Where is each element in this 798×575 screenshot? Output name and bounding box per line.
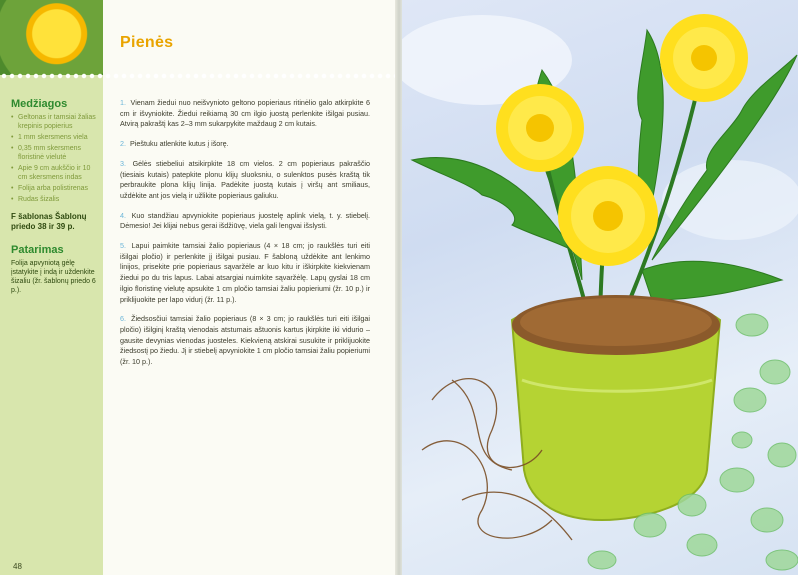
page-number: 48 [13, 562, 22, 571]
material-item: • 1 mm skersmens viela [11, 133, 99, 142]
step-6: 6. Žiedsosčiui tamsiai žalio popieriaus (8 × 3 cm; jo raukšlės turi eiti išilgai pločio) išilginį kraštą vienodais atstumais aštuonis kartus įkirpkite iki vidurio – gausite devynias vienodas juosteles. Kiekvieną atskirai susukite ir priklijuokite žiedsostį po žiedu. Jį ir stiebelį apvyniokite 1 cm pločio tamsiai žaliu popieriumi (žr. 10 p.). [120, 314, 370, 367]
perforated-divider [0, 72, 400, 80]
material-item: • Apie 9 cm aukščio ir 10 cm skersmens indas [11, 164, 99, 182]
pattern-reference: F šablonas Šablonų priedo 38 ir 39 p. [11, 212, 87, 231]
materials-list [11, 113, 99, 204]
dandelion-illustration [402, 0, 798, 575]
tips-text: Folija apvyniotą gėlę įstatykite į indą ir uždenkite šizaliu (žr. šablonų priedo 6 p.). [11, 260, 96, 294]
material-item: • 0,35 mm skersmens floristinė vielutė [11, 144, 99, 162]
material-item: • Rudas šizalis [11, 195, 99, 204]
step-5: 5. Lapui paimkite tamsiai žalio popieriaus (4 × 18 cm; jo raukšlės turi eiti išilgai pločio) ir perlenkite jį išilgai pusiau. F šabloną uždėkite ant lenkimo linijos, prisekite prie popieriaus sąvaržėle ar kuo kitu ir iškirpkite kiekvienam žiedui po du tris lapus. Labai atsargiai nuimkite sąvaržėlę. Lapų gyslai 18 cm ilgio floristinę vielutę apsukite 1 cm pločio tamsiai žaliu popieriumi (žr. 10 p.) ir priklijuokite per lapo vidurį (žr. 11 p.). [120, 241, 370, 304]
tips-heading: Patarimas [11, 244, 64, 256]
sidebar [0, 0, 103, 575]
materials-heading: Medžiagos [11, 98, 68, 110]
material-item: • Folija arba polistirenas [11, 184, 99, 193]
step-2: 2. Pieštuku atlenkite kutus į išorę. [120, 139, 229, 149]
dandelion-photo [402, 0, 798, 575]
step-1: 1. Vienam žiedui nuo neišvynioto geltono popieriaus ritinėlio galo atkirpkite 6 cm ir išvyniokite. Žiedui reikiamą 30 cm ilgio juostą perlenkite išilgai pusiau. Atvirą pakraštį kas 2–3 mm sukarpykite maždaug 2 cm kutais. [120, 98, 371, 129]
step-4: 4. Kuo standžiau apvyniokite popieriaus juostelę aplink vielą, t. y. stiebelį. Dėmesio! Jei klijai nebus gerai išdžiūvę, viela gali lengvai išslysti. [120, 210, 371, 231]
instruction-steps [120, 98, 370, 377]
material-item: • Geltonas ir tamsiai žalias krepinis popierius [11, 113, 99, 131]
step-3: 3. Gėlės stiebeliui atsikirpkite 18 cm vielos. 2 cm popieriaus pakraščio (tiesiais kutais) patepkite plonu klijų sluoksniu, o sulenktos pusės kraštą tik perbraukite plona klijų linija. Padėkite juostą kutais į viršų ant smiliaus, uždėkite ant jos vielą ir užlikite popieriaus galiuku. [120, 158, 371, 200]
sidebar-content [11, 98, 99, 295]
page-title: Pienės [120, 34, 174, 51]
dandelion-thumbnail [0, 0, 103, 75]
